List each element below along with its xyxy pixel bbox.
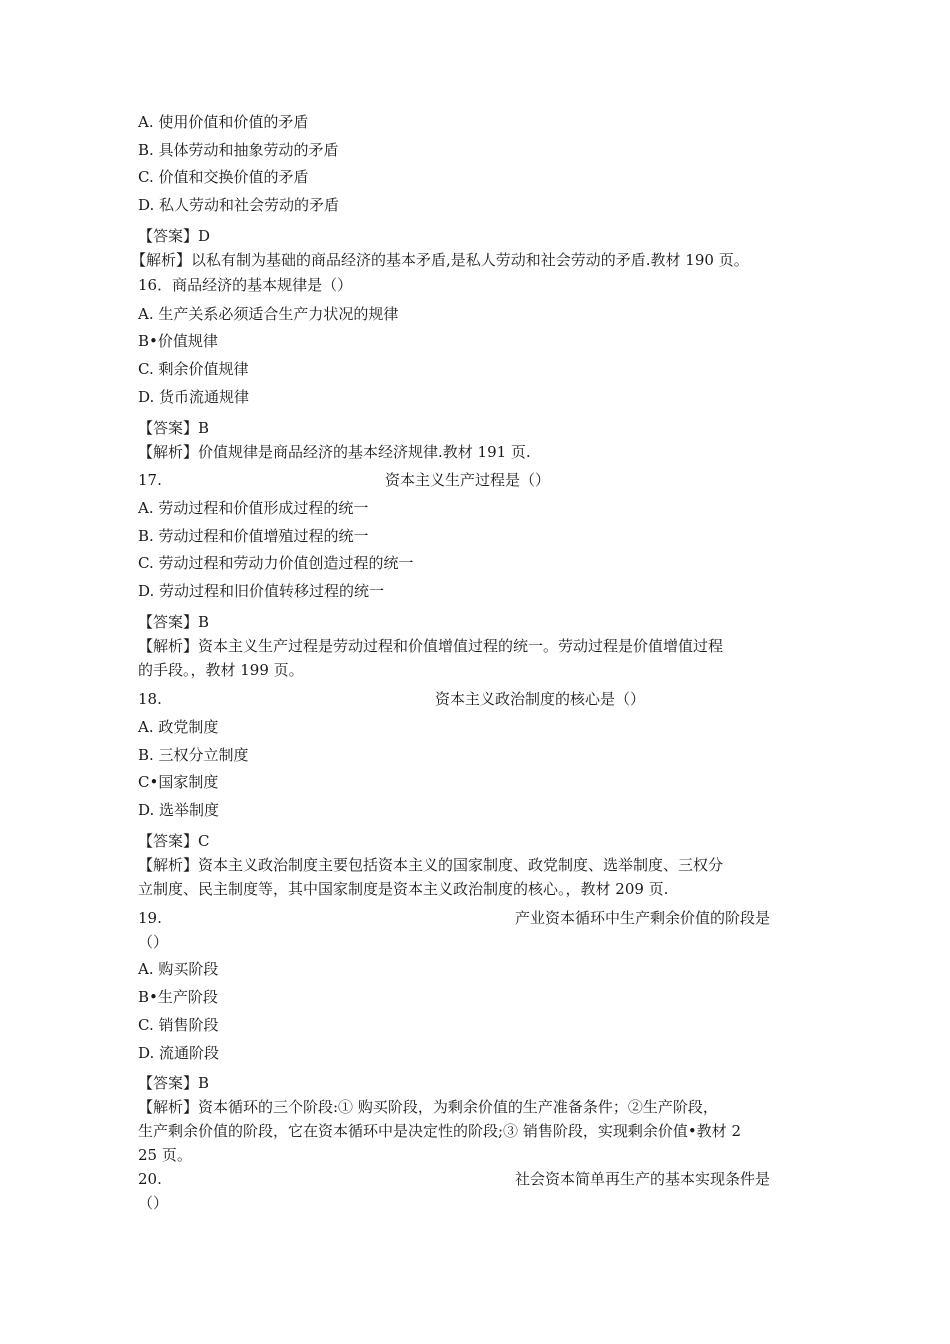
- option-a: A. 生产关系必须适合生产力状况的规律: [138, 305, 399, 323]
- explanation-line-1: 【解析】资本循环的三个阶段:① 购买阶段，为剩余价值的生产准备条件；②生产阶段，: [138, 1098, 718, 1116]
- option-d: D. 选举制度: [138, 801, 220, 819]
- option-a: A. 购买阶段: [138, 960, 219, 978]
- option-b: B•价值规律: [138, 332, 218, 350]
- question-19-blank: （）: [138, 933, 169, 951]
- question-20-number: 20.: [138, 1170, 162, 1188]
- answer: 【答案】C: [138, 832, 210, 850]
- answer: 【答案】B: [138, 1074, 210, 1092]
- explanation: 【解析】以私有制为基础的商品经济的基本矛盾,是私人劳动和社会劳动的矛盾.教材 190 页。: [131, 251, 749, 269]
- option-a: A. 劳动过程和价值形成过程的统一: [138, 499, 369, 517]
- option-b: B•生产阶段: [138, 988, 218, 1006]
- option-c: C. 销售阶段: [138, 1016, 219, 1034]
- explanation-line-2: 生产剩余价值的阶段，它在资本循环中是决定性的阶段;③ 销售阶段，实现剩余价值•教材 2: [138, 1122, 741, 1140]
- explanation-line-1: 【解析】资本主义政治制度主要包括资本主义的国家制度、政党制度、选举制度、三权分: [138, 856, 724, 874]
- question-19-stem: 产业资本循环中生产剩余价值的阶段是: [515, 909, 771, 927]
- question-17-stem: 资本主义生产过程是（）: [385, 471, 551, 489]
- answer: 【答案】B: [138, 613, 210, 631]
- question-18-number: 18.: [138, 690, 162, 708]
- option-b: B. 具体劳动和抽象劳动的矛盾: [138, 141, 339, 159]
- explanation-line-1: 【解析】资本主义生产过程是劳动过程和价值增值过程的统一。劳动过程是价值增值过程: [138, 637, 724, 655]
- option-a: A. 政党制度: [138, 718, 219, 736]
- question-20-stem: 社会资本简单再生产的基本实现条件是: [515, 1170, 771, 1188]
- option-d: D. 劳动过程和旧价值转移过程的统一: [138, 582, 385, 600]
- option-a: A. 使用价值和价值的矛盾: [138, 113, 309, 131]
- option-d: D. 货币流通规律: [138, 388, 250, 406]
- question-19-number: 19.: [138, 909, 162, 927]
- question-17-number: 17.: [138, 471, 162, 489]
- explanation-line-2: 立制度、民主制度等，其中国家制度是资本主义政治制度的核心。，教材 209 页.: [138, 880, 669, 898]
- explanation-line-2: 的手段。，教材 199 页。: [138, 661, 304, 679]
- question-20-blank: （）: [138, 1194, 169, 1212]
- option-c: C. 劳动过程和劳动力价值创造过程的统一: [138, 554, 414, 572]
- option-c: C•国家制度: [138, 773, 219, 791]
- answer: 【答案】B: [138, 419, 210, 437]
- question-16-stem: 16．商品经济的基本规律是（）: [138, 276, 353, 294]
- option-d: D. 私人劳动和社会劳动的矛盾: [138, 196, 340, 214]
- option-d: D. 流通阶段: [138, 1044, 220, 1062]
- option-b: B. 劳动过程和价值增殖过程的统一: [138, 527, 369, 545]
- option-c: C. 剩余价值规律: [138, 360, 249, 378]
- option-c: C. 价值和交换价值的矛盾: [138, 168, 309, 186]
- question-18-stem: 资本主义政治制度的核心是（）: [435, 690, 646, 708]
- explanation-line-3: 25 页。: [138, 1146, 192, 1164]
- option-b: B. 三权分立制度: [138, 746, 249, 764]
- answer: 【答案】D: [138, 227, 211, 245]
- explanation: 【解析】价值规律是商品经济的基本经济规律.教材 191 页.: [138, 443, 531, 461]
